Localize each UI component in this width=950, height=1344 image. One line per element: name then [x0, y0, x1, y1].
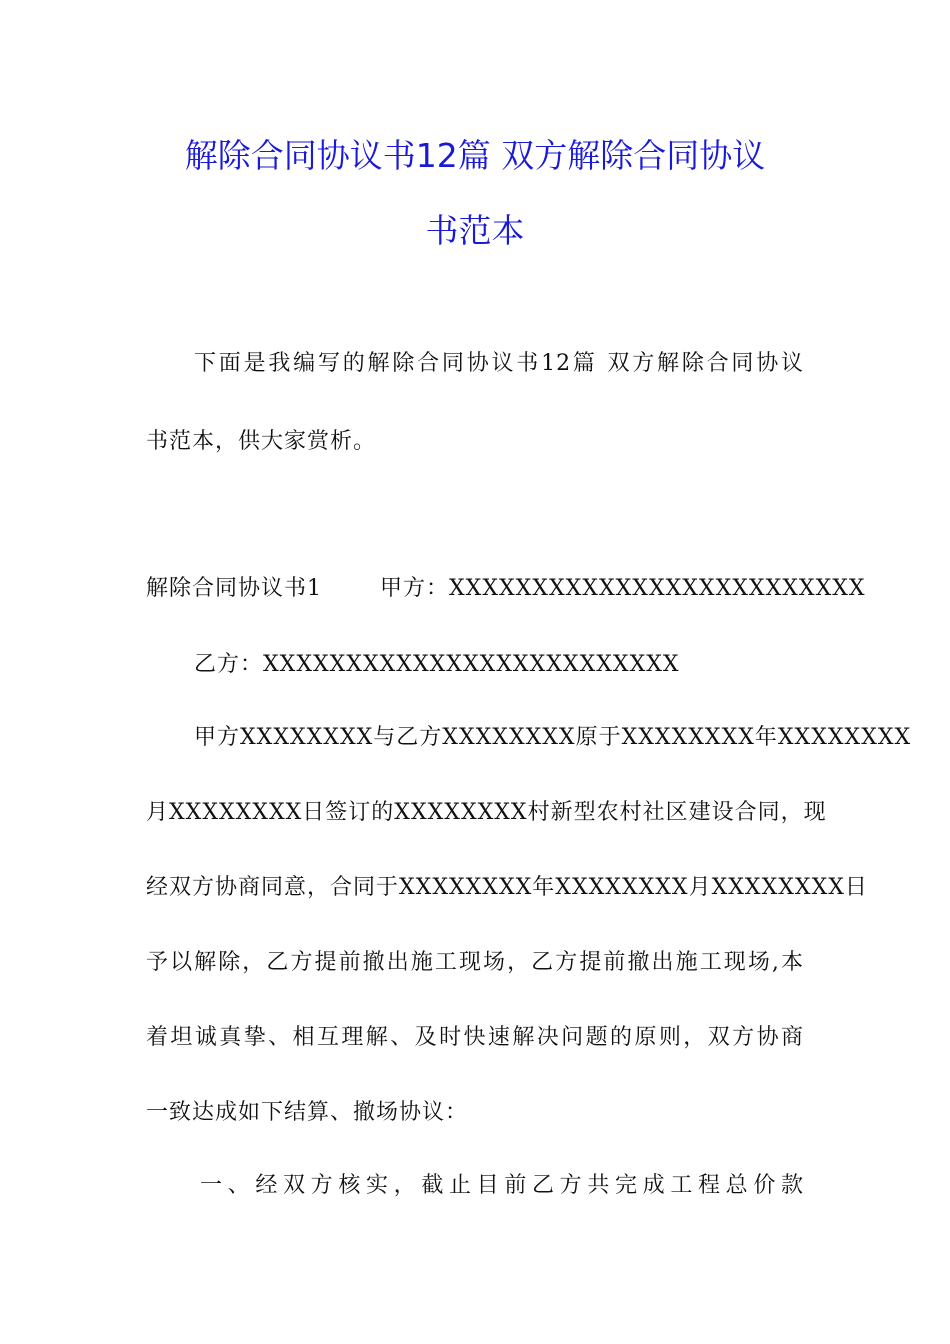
body-line-2: 月XXXXXXXX日签订的XXXXXXXX村新型农村社区建设合同，现	[146, 800, 827, 825]
party-a: 甲方：XXXXXXXXXXXXXXXXXXXXXXXXX	[380, 576, 866, 601]
body-line-1: 甲方XXXXXXXX与乙方XXXXXXXX原于XXXXXXXX年XXXXXXXX	[194, 725, 912, 750]
body-line-6: 一致达成如下结算、撤场协议：	[146, 1100, 469, 1125]
section-heading: 解除合同协议书1	[146, 576, 322, 601]
intro-line-2: 书范本，供大家赏析。	[146, 429, 377, 454]
intro-line-1: 下面是我编写的解除合同协议书12篇 双方解除合同协议	[194, 351, 804, 376]
document-title-line-2: 书范本	[425, 211, 525, 250]
body-line-4: 予以解除，乙方提前撤出施工现场，乙方提前撤出施工现场,本	[146, 950, 804, 975]
document-title-line-1: 解除合同协议书12篇 双方解除合同协议	[184, 136, 766, 175]
body-line-5: 着坦诚真挚、相互理解、及时快速解决问题的原则，双方协商	[146, 1025, 804, 1050]
clause-1: 一、经双方核实，截止目前乙方共完成工程总价款	[200, 1173, 804, 1198]
party-b: 乙方：XXXXXXXXXXXXXXXXXXXXXXXXX	[194, 652, 680, 677]
body-line-3: 经双方协商同意，合同于XXXXXXXX年XXXXXXXX月XXXXXXXX日	[146, 875, 868, 900]
